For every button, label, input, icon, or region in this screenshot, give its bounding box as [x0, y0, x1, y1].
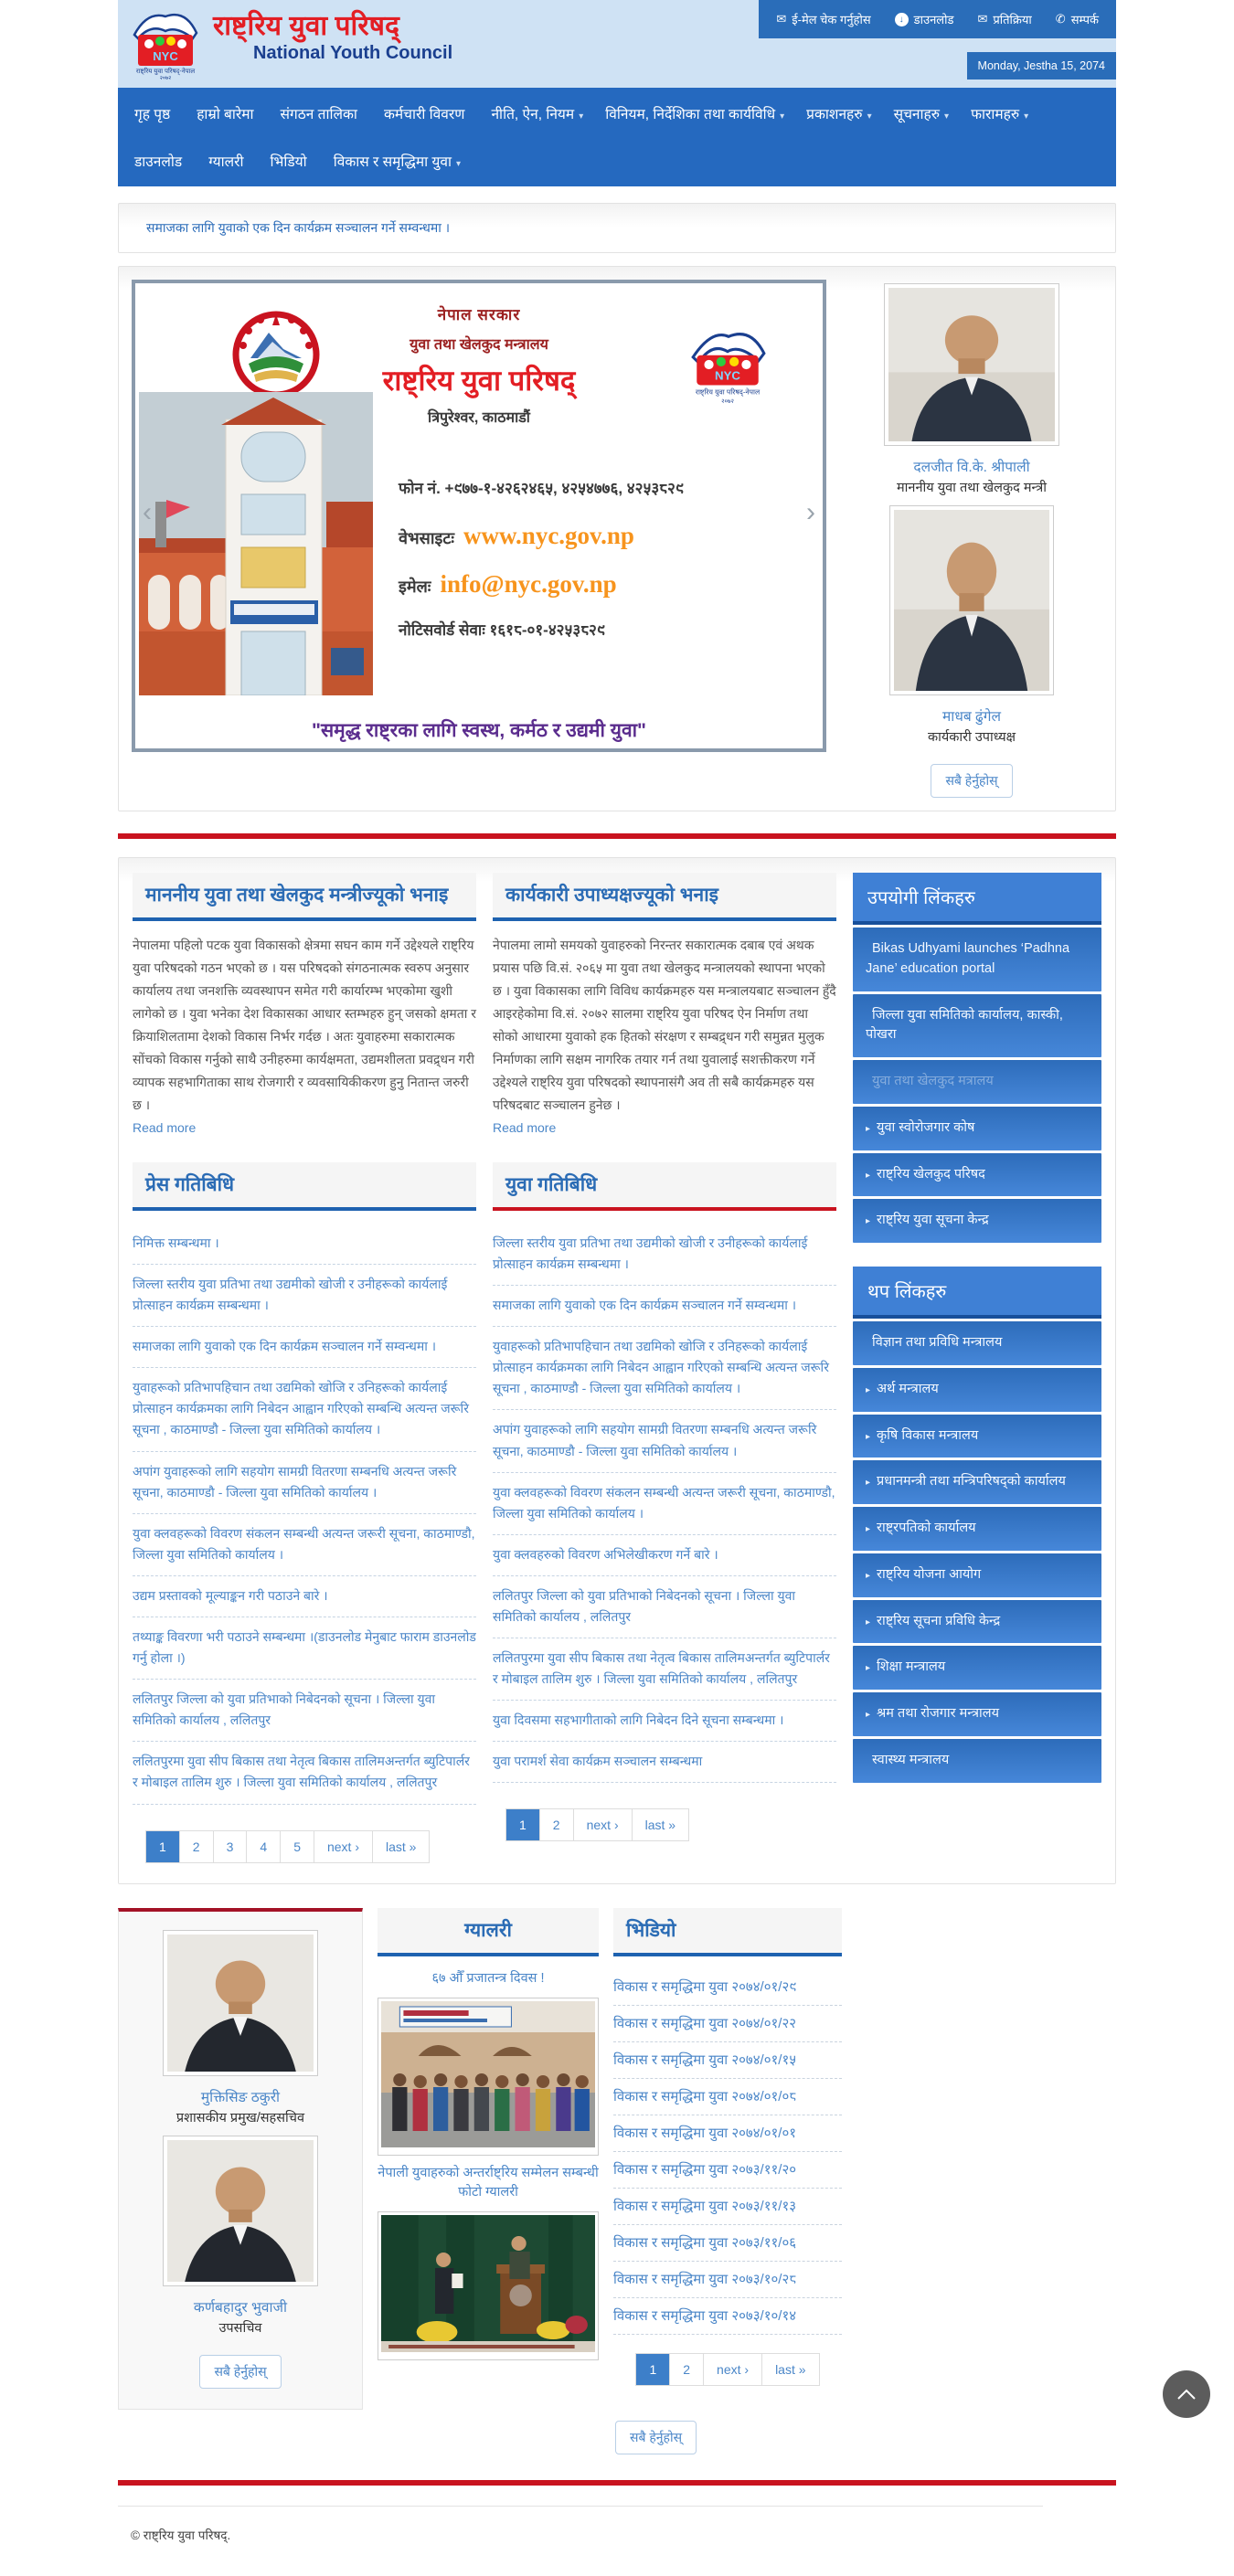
useful-link-item[interactable]: ▸ राष्ट्रिय युवा सूचना केन्द्र: [853, 1199, 1101, 1243]
more-link-item[interactable]: ▸ अर्थ मन्त्रालय: [853, 1368, 1101, 1412]
youth-list-item[interactable]: जिल्ला स्तरीय युवा प्रतिभा तथा उद्यमीको खोजी र उनीहरूको कार्यलाई प्रोत्साहन कार्यक्रम सम्बन्धमा ।: [493, 1224, 836, 1286]
gallery-photo-democracy-day: [381, 2001, 595, 2147]
official-title: माननीय युवा तथा खेलकुद मन्त्री: [897, 481, 1047, 495]
read-more-link[interactable]: Read more: [133, 1119, 197, 1135]
official-portrait-photo: [167, 2140, 314, 2282]
pagination-page[interactable]: next ›: [704, 2354, 762, 2385]
topbar-link-label: सम्पर्क: [1070, 13, 1099, 27]
pagination-page[interactable]: last »: [386, 1839, 417, 1854]
pagination-page[interactable]: 2: [540, 1809, 574, 1840]
press-list-item[interactable]: समाजका लागि युवाको एक दिन कार्यक्रम सञ्चालन गर्ने सम्वन्धमा ।: [133, 1327, 476, 1368]
press-list-item[interactable]: निमिक्त सम्बन्धमा ।: [133, 1224, 476, 1265]
view-all-officials-button[interactable]: सबै हेर्नुहोस्: [931, 764, 1012, 798]
official-name-link[interactable]: कर्णबहादुर भुवाजी: [193, 2299, 288, 2316]
topbar-link-icon: ✉: [977, 12, 988, 26]
more-links-heading: थप लिंकहरु: [853, 1267, 1101, 1319]
staff-officials-card: [118, 1908, 363, 2410]
official-portrait-photo: [167, 1935, 314, 2072]
svg-text:२०७२: २०७२: [721, 398, 734, 405]
notice-link[interactable]: समाजका लागि युवाको एक दिन कार्यक्रम सञ्चालन गर्ने सम्वन्धमा ।: [146, 220, 451, 235]
vice-chair-statement: [493, 873, 836, 1137]
video-heading: भिडियो: [613, 1908, 842, 1953]
main-navigation: [118, 88, 1116, 186]
official-card: [841, 283, 1102, 496]
minister-statement-body: नेपालमा पहिलो पटक युवा विकासको क्षेत्रमा सघन काम गर्ने उद्देश्यले राष्ट्रिय युवा परिषदको गठन भएको छ । यस परिषदको संगठनात्मक स्वरुप अनुसार कार्यालय तथा जनशक्ति व्यवस्थापन समेत गरी कार्यारम्भ भएकोमा खुशी लागेको छ । युवा भनेका देश विकासका आधार स्तम्भहरु हुन् जसको क्षमता र क्रियाशिलतामा देशको विकास निर्भर गर्दछ । अतः युवाहरुमा सकारात्मक सोंचको विकास गर्नुको साथै उनीहरुमा कार्यक्षमता, उद्यमशीलता प्रवद्र्धन गरी व्यापक सहभागिताका साथ रोजगारी र व्यवसायिकीकरण हुनु नितान्त जरुरी छ ।: [133, 938, 476, 1112]
nav-item[interactable]: संगठन तालिका: [280, 107, 357, 122]
nav-item[interactable]: नीति, ऐन, नियम ▾: [491, 107, 584, 122]
carousel-prev-icon[interactable]: ‹: [143, 497, 152, 528]
pagination-page[interactable]: 2: [670, 2354, 704, 2385]
youth-list-item[interactable]: ललितपुरमा युवा सीप बिकास तथा नेतृत्व बिकास तालिमअन्तर्गत ब्युटिपार्लर र मोबाइल तालिम शुरु । जिल्ला युवा समितिको कार्यालय , ललितपुर: [493, 1638, 836, 1701]
slide-ministry-line: युवा तथा खेलकुद मन्त्रालय: [410, 337, 548, 353]
chevron-down-icon: ▾: [867, 111, 872, 122]
arrow-right-icon: ▸: [866, 1478, 871, 1489]
nav-item[interactable]: ग्यालरी: [208, 154, 244, 170]
youth-pagination: [505, 1808, 689, 1841]
arrow-right-icon: ▸: [866, 1710, 871, 1720]
svg-text:२०७२: २०७२: [159, 76, 172, 80]
pagination-page[interactable]: 2: [180, 1831, 214, 1862]
arrow-right-icon: ▸: [866, 1216, 871, 1227]
youth-list: [493, 1224, 836, 1784]
press-list-item[interactable]: उद्यम प्रस्तावको मूल्याङ्कन गरी पठाउने बारे ।: [133, 1576, 476, 1617]
pagination-page[interactable]: 4: [247, 1831, 281, 1862]
nav-item[interactable]: कर्मचारी विवरण: [383, 107, 465, 122]
nav-item[interactable]: फारामहरु ▾: [971, 107, 1029, 122]
gallery-caption-link[interactable]: ६७ औँ प्रजातन्त्र दिवस !: [431, 1970, 545, 1986]
main-content: [118, 857, 1116, 1884]
arrow-right-icon: ▸: [866, 1431, 871, 1442]
useful-link-item[interactable]: ▸ युवा स्वोरोजगार कोष: [853, 1107, 1101, 1150]
video-list-item[interactable]: विकास र समृद्धिमा युवा २०७४/०१/२२: [613, 2006, 842, 2042]
chevron-down-icon: ▾: [944, 111, 950, 122]
column-vicechair-youth: [493, 873, 836, 1847]
pagination-page[interactable]: last »: [775, 2361, 806, 2377]
pagination-page[interactable]: 1: [506, 1809, 540, 1840]
useful-link-item[interactable]: ▸ राष्ट्रिय खेलकुद परिषद: [853, 1153, 1101, 1197]
topbar-link-icon: ✉: [776, 12, 787, 26]
official-portrait-photo: [894, 510, 1049, 691]
press-list-item[interactable]: ललितपुरमा युवा सीप बिकास तथा नेतृत्व बिकास तालिमअन्तर्गत ब्युटिपार्लर र मोबाइल तालिम शुरु । जिल्ला युवा समितिको कार्यालय , ललितपुर: [133, 1742, 476, 1804]
red-section-divider: [118, 833, 1116, 839]
arrow-right-icon: ▸: [866, 1384, 871, 1395]
chevron-down-icon: ▾: [579, 111, 584, 122]
nav-row-1: [123, 90, 1111, 137]
site-title-english: National Youth Council: [253, 42, 453, 63]
nav-item[interactable]: डाउनलोड: [134, 154, 183, 170]
youth-list-item[interactable]: युवा परामर्श सेवा कार्यक्रम सञ्चालन सम्बन्धमा: [493, 1742, 836, 1783]
video-column: [613, 1908, 842, 2454]
official-title: उपसचिव: [218, 2320, 262, 2336]
minister-statement: [133, 873, 476, 1137]
copyright-text: © राष्ट्रिय युवा परिषद्.: [131, 2528, 231, 2542]
press-list-item[interactable]: युवा क्लवहरूको विवरण संकलन सम्बन्धी अत्यन्त जरूरी सूचना, काठमाण्डौ, जिल्ला युवा समितिको कार्यालय ।: [133, 1514, 476, 1576]
slide-website-label: वेभसाइटः: [399, 529, 455, 547]
gallery-caption-link[interactable]: नेपाली युवाहरुको अन्तर्राष्ट्रिय सम्मेलन सम्बन्धी फोटो ग्यालरी: [378, 2165, 599, 2200]
date-badge: Monday, Jestha 15, 2074: [967, 52, 1116, 80]
nyc-emblem-icon: [686, 323, 770, 408]
svg-text:राष्ट्रिय युवा परिषद्-नेपाल: राष्ट्रिय युवा परिषद्-नेपाल: [135, 69, 196, 75]
official-name-link[interactable]: माधब ढुंगेल: [942, 709, 1001, 725]
more-link-item[interactable]: ▸ श्रम तथा रोजगार मन्त्रालय: [853, 1692, 1101, 1736]
slide-slogan: "समृद्ध राष्ट्रका लागि स्वस्थ, कर्मठ र उद्यमी युवा": [311, 720, 647, 741]
press-list-item[interactable]: जिल्ला स्तरीय युवा प्रतिभा तथा उद्यमीको खोजी र उनीहरूको कार्यलाई प्रोत्साहन कार्यक्रम सम्बन्धमा ।: [133, 1265, 476, 1327]
nav-row-2: [123, 137, 1111, 185]
topbar-link-icon: ✆: [1055, 12, 1066, 26]
arrow-right-icon: ▸: [866, 1524, 871, 1534]
arrow-right-icon: ▸: [866, 1663, 871, 1674]
slide-phone: फोन नं. +९७७-१-४२६२४६५, ४२५४७७६, ४२५३८२९: [399, 480, 684, 497]
more-link-item[interactable]: स्वास्थ्य मन्त्रालय: [853, 1739, 1101, 1783]
nav-item[interactable]: हाम्रो बारेमा: [197, 107, 254, 122]
slide-website-value: www.nyc.gov.np: [463, 522, 634, 549]
youth-list-item[interactable]: ललितपुर जिल्ला को युवा प्रतिभाको निबेदनको सूचना । जिल्ला युवा समितिको कार्यालय , ललितपुर: [493, 1576, 836, 1638]
video-list-item[interactable]: विकास र समृद्धिमा युवा २०७४/०१/०८: [613, 2079, 842, 2115]
press-list-item[interactable]: ललितपुर जिल्ला को युवा प्रतिभाको निबेदनको सूचना । जिल्ला युवा समितिको कार्यालय , ललितपुर: [133, 1680, 476, 1742]
official-name-link[interactable]: मुक्तिसिङ ठकुरी: [200, 2089, 281, 2105]
video-list-item[interactable]: विकास र समृद्धिमा युवा २०७४/०१/१५: [613, 2042, 842, 2079]
pagination-page[interactable]: last »: [644, 1818, 676, 1833]
slide-council-title: राष्ट्रिय युवा परिषद्: [382, 365, 576, 397]
nav-item[interactable]: सूचनाहरु ▾: [893, 107, 950, 122]
sidebar: [853, 873, 1101, 1807]
slide-government-line: नेपाल सरकार: [437, 306, 521, 323]
video-list-item[interactable]: विकास र समृद्धिमा युवा २०७३/११/१३: [613, 2189, 842, 2225]
topbar: [759, 0, 1116, 38]
pagination-page[interactable]: 1: [636, 2354, 670, 2385]
carousel: [132, 280, 826, 752]
carousel-slide: [135, 283, 823, 748]
useful-link-item[interactable]: Bikas Udhyami launches ‘Padhna Jane’ education portal: [853, 928, 1101, 991]
arrow-right-icon: ▸: [866, 1170, 871, 1181]
press-heading: प्रेस गतिबिधि: [133, 1162, 476, 1207]
video-pagination: [635, 2353, 819, 2386]
official-name-link[interactable]: दलजीत वि.के. श्रीपाली: [913, 460, 1030, 475]
youth-list-item[interactable]: समाजका लागि युवाको एक दिन कार्यक्रम सञ्चालन गर्ने सम्वन्धमा ।: [493, 1286, 836, 1327]
footer: [118, 2507, 1116, 2543]
bottom-section: [118, 1908, 1116, 2454]
video-list-item[interactable]: विकास र समृद्धिमा युवा २०७४/०१/०१: [613, 2115, 842, 2152]
nav-item[interactable]: भिडियो: [270, 154, 307, 170]
chevron-down-icon: ▾: [780, 111, 785, 122]
chevron-down-icon: ▾: [1024, 111, 1029, 122]
press-list-item[interactable]: युवाहरूको प्रतिभापहिचान तथा उद्यमिको खोजि र उनिहरूको कार्यलाई प्रोत्साहन कार्यक्रमका लागि निबेदन आह्वान गरिएको सम्बन्धि अत्यन्त जरूरि सूचना , काठमाण्डौ - जिल्ला युवा समितिको कार्यालय ।: [133, 1368, 476, 1451]
official-card: [128, 1930, 353, 2126]
nav-item[interactable]: विकास र समृद्धिमा युवा ▾: [333, 154, 462, 170]
more-link-item[interactable]: ▸ राष्ट्रपतिको कार्यालय: [853, 1507, 1101, 1551]
pagination-page[interactable]: 5: [281, 1831, 314, 1862]
nav-item[interactable]: विनियम, निर्देशिका तथा कार्यविधि ▾: [605, 107, 785, 122]
hero-section: [118, 266, 1116, 811]
site-header: [118, 0, 1116, 88]
youth-list-item[interactable]: युवा दिवसमा सहभागीताको लागि निबेदन दिने सूचना सम्बन्धमा ।: [493, 1701, 836, 1742]
footer-red-bar: [118, 2480, 1116, 2486]
read-more-link[interactable]: Read more: [493, 1119, 557, 1135]
topbar-link-icon: ↓: [895, 13, 909, 27]
site-title-nepali: राष्ट्रिय युवा परिषद्: [213, 11, 399, 41]
youth-heading: युवा गतिबिधि: [493, 1162, 836, 1207]
council-building-photo: [139, 392, 373, 695]
press-pagination: [145, 1830, 430, 1863]
vice-chair-statement-heading: कार्यकारी उपाध्यक्षज्यूको भनाइ: [493, 873, 836, 917]
topbar-link[interactable]: [764, 0, 882, 38]
slide-contact-block: [399, 477, 812, 663]
video-list: [613, 1969, 842, 2335]
video-list-item[interactable]: विकास र समृद्धिमा युवा २०७३/१०/१४: [613, 2298, 842, 2335]
more-links-box: [853, 1267, 1101, 1783]
official-portrait-photo: [888, 288, 1055, 441]
gallery-photo-conference: [381, 2215, 595, 2352]
video-list-item[interactable]: विकास र समृद्धिमा युवा २०७४/०१/२९: [613, 1969, 842, 2006]
topbar-link[interactable]: [883, 0, 966, 38]
useful-link-item[interactable]: जिल्ला युवा समितिको कार्यालय, कास्की, पोखरा: [853, 994, 1101, 1058]
arrow-right-icon: ▸: [866, 1123, 871, 1134]
topbar-link-label: डाउनलोड: [913, 13, 954, 27]
official-title: कार्यकारी उपाध्यक्ष: [927, 730, 1016, 745]
more-link-item[interactable]: ▸ प्रधानमन्त्री तथा मन्त्रिपरिषद्को कार्यालय: [853, 1460, 1101, 1504]
more-link-item[interactable]: विज्ञान तथा प्रविधि मन्त्रालय: [853, 1321, 1101, 1365]
video-list-item[interactable]: विकास र समृद्धिमा युवा २०७३/११/०६: [613, 2225, 842, 2262]
nav-item[interactable]: प्रकाशनहरु ▾: [806, 107, 872, 122]
slide-email-value: info@nyc.gov.np: [440, 570, 617, 598]
nav-item[interactable]: गृह पृष्ठ: [134, 107, 171, 122]
chevron-up-icon: [1176, 2388, 1197, 2401]
svg-text:राष्ट्रिय युवा परिषद्-नेपाल: राष्ट्रिय युवा परिषद्-नेपाल: [695, 387, 761, 397]
official-title: प्रशासकीय प्रमुख/सहसचिव: [176, 2110, 305, 2125]
official-card: [128, 2136, 353, 2337]
notice-bar: [118, 203, 1116, 253]
topbar-link-label: प्रतिक्रिया: [993, 13, 1032, 27]
press-list-item[interactable]: अपांग युवाहरूको लागि सहयोग सामग्री वितरणा सम्बनधि अत्यन्त जरूरि सूचना, काठमाण्डौ - जिल्ला युवा समितिको कार्यालय ।: [133, 1452, 476, 1514]
more-link-item[interactable]: ▸ राष्ट्रिय योजना आयोग: [853, 1553, 1101, 1597]
useful-link-item[interactable]: युवा तथा खेलकुद मत्रालय: [853, 1060, 1101, 1104]
slide-email-label: इमेलः: [399, 578, 431, 596]
more-link-item[interactable]: ▸ कृषि विकास मन्त्रालय: [853, 1415, 1101, 1458]
official-card: [841, 505, 1102, 746]
pagination-page[interactable]: 1: [146, 1831, 180, 1862]
scroll-to-top-button[interactable]: [1163, 2370, 1210, 2418]
topbar-link[interactable]: [1044, 0, 1111, 38]
svg-text:NYC: NYC: [714, 368, 741, 383]
press-list-item[interactable]: तथ्याङ्क विवरणा भरी पठाउने सम्बन्धमा ।(डाउनलोड मेनुबाट फाराम डाउनलोड गर्नु होला ।): [133, 1617, 476, 1680]
officials-panel: [841, 280, 1102, 798]
topbar-link-label: ई-मेल चेक गर्नुहोस: [792, 13, 871, 27]
gallery-heading: ग्यालरी: [378, 1908, 599, 1953]
column-minister-press: [133, 873, 476, 1869]
arrow-right-icon: ▸: [866, 1617, 871, 1627]
youth-list-item[interactable]: युवाहरूको प्रतिभापहिचान तथा उद्यमिको खोजि र उनिहरूको कार्यलाई प्रोत्साहन कार्यक्रमका लागि निबेदन आह्वान गरिएको सम्बन्धि अत्यन्त जरूरि सूचना , काठमाण्डौ - जिल्ला युवा समितिको कार्यालय ।: [493, 1327, 836, 1410]
youth-list-item[interactable]: अपांग युवाहरूको लागि सहयोग सामग्री वितरणा सम्बनधि अत्यन्त जरूरि सूचना, काठमाण्डौ - जिल्ला युवा समितिको कार्यालय ।: [493, 1410, 836, 1472]
youth-list-item[interactable]: युवा क्लवहरुको विवरण अभिलेखीकरण गर्ने बारे ।: [493, 1535, 836, 1576]
pagination-page[interactable]: next ›: [574, 1809, 633, 1840]
minister-statement-heading: माननीय युवा तथा खेलकुद मन्त्रीज्यूको भनाइ: [133, 873, 476, 917]
pagination-page[interactable]: next ›: [314, 1831, 373, 1862]
pagination-page[interactable]: 3: [214, 1831, 248, 1862]
topbar-link[interactable]: [965, 0, 1043, 38]
arrow-right-icon: ▸: [866, 1570, 871, 1581]
press-list: [133, 1224, 476, 1805]
view-all-videos-button[interactable]: सबै हेर्नुहोस्: [615, 2421, 697, 2454]
useful-links-box: [853, 873, 1101, 1243]
more-link-item[interactable]: ▸ शिक्षा मन्त्रालय: [853, 1646, 1101, 1690]
youth-list-item[interactable]: युवा क्लवहरूको विवरण संकलन सम्बन्धी अत्यन्त जरूरी सूचना, काठमाण्डौ, जिल्ला युवा समितिको कार्यालय ।: [493, 1473, 836, 1535]
useful-links-heading: उपयोगी लिंकहरु: [853, 873, 1101, 925]
slide-noticeboard: नोटिसवोर्ड सेवाः १६१८-०१-४२५३८२९: [399, 621, 605, 639]
svg-text:NYC: NYC: [153, 49, 178, 63]
video-list-item[interactable]: विकास र समृद्धिमा युवा २०७३/१०/२८: [613, 2262, 842, 2298]
carousel-next-icon[interactable]: ›: [806, 497, 815, 528]
nyc-logo-icon: [129, 7, 202, 80]
view-all-staff-button[interactable]: सबै हेर्नुहोस्: [199, 2355, 281, 2389]
more-link-item[interactable]: ▸ राष्ट्रिय सूचना प्रविधि केन्द्र: [853, 1600, 1101, 1644]
chevron-down-icon: ▾: [456, 159, 462, 169]
video-list-item[interactable]: विकास र समृद्धिमा युवा २०७३/११/२०: [613, 2152, 842, 2189]
slide-address: त्रिपुरेश्वर, काठमाडौं: [428, 410, 530, 426]
gallery-column: [378, 1908, 599, 2361]
vice-chair-statement-body: नेपालमा लामो समयको युवाहरुको निरन्तर सकारात्मक दबाब एवं अथक प्रयास पछि वि.सं. २०६५ मा युवा तथा खेलकुद मन्त्रालयको स्थापना भएको छ । युवा विकासका लागि विविध कार्यक्रमहरु यस मन्त्रालयबाट सञ्चालन हुँदै आइरहेकोमा वि.सं. २०७२ सालमा राष्ट्रिय युवा परिषद ऐन निर्माण तथा सोको आधारमा युवाको हक हितको संरक्षण र सम्बद्र्धन गरी समुन्नत मुलुक निर्माणका लागि सक्षम नागरिक तयार गर्न तथा युवालाई सशक्तीकरण गर्ने उद्देश्यले राष्ट्रिय युवा परिषदको स्थापनासंगै अव ती सबै कार्यक्रमहरु यस परिषदबाट सञ्चालन हुनेछ ।: [493, 938, 836, 1112]
